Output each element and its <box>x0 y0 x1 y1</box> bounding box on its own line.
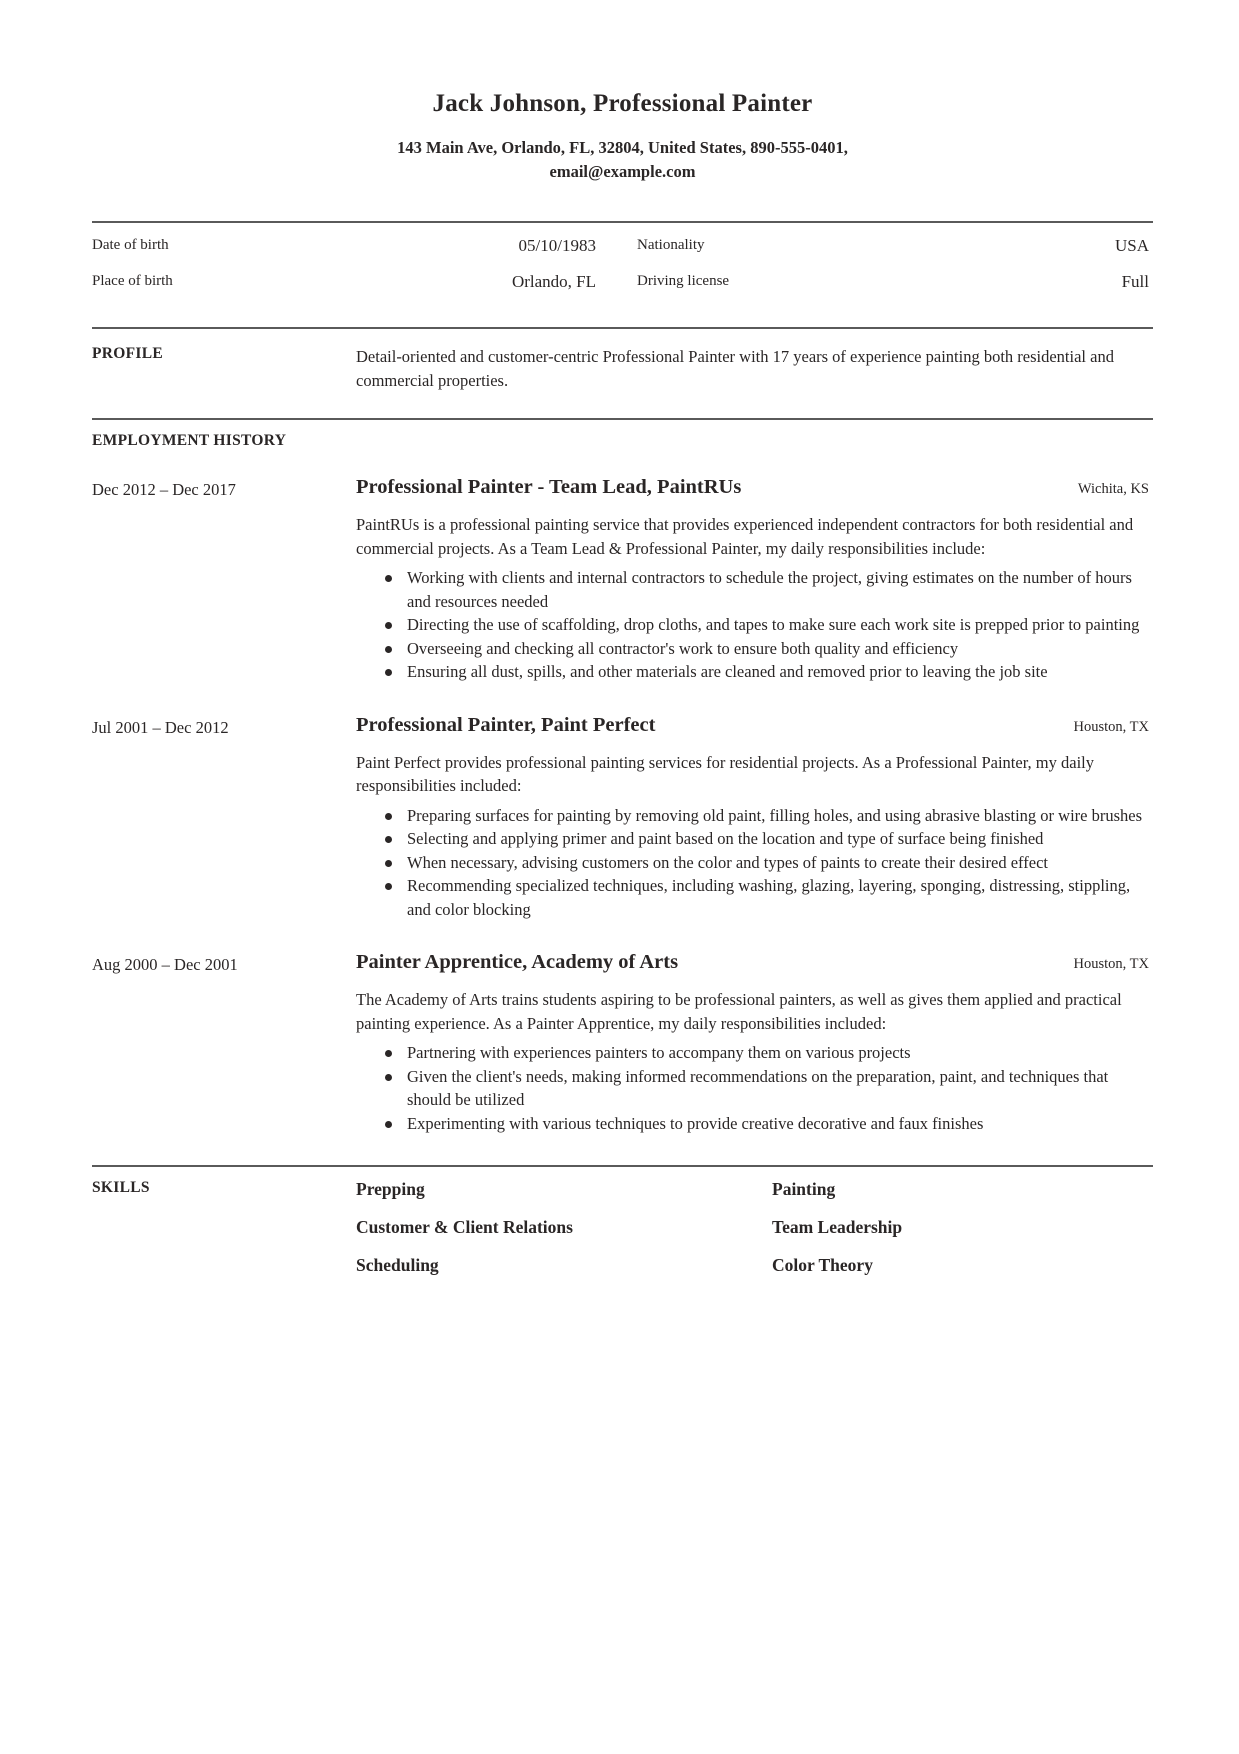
skill-item: Prepping <box>356 1179 425 1199</box>
job-dates: Aug 2000 – Dec 2001 <box>92 955 238 974</box>
job-title: Professional Painter - Team Lead, PaintRUs <box>356 476 742 498</box>
job-responsibilities <box>356 804 1153 922</box>
nationality-value: USA <box>1114 236 1149 255</box>
responsibility-item: Recommending specialized techniques, including washing, glazing, layering, sponging, distressing, stippling, and color blocking <box>407 874 1153 921</box>
responsibility-item: Working with clients and internal contractors to schedule the project, giving estimates on the number of hours and resources needed <box>407 566 1153 613</box>
skill-item: Color Theory <box>772 1255 873 1275</box>
job-entry <box>92 951 1153 1135</box>
employment-section <box>92 432 1153 1135</box>
job-description: The Academy of Arts trains students aspiring to be professional painters, as well as gives them applied and practical painting experience. As a Painter Apprentice, my daily responsibilities included: <box>356 990 1122 1033</box>
date-of-birth-value: 05/10/1983 <box>518 236 596 255</box>
employment-heading: EMPLOYMENT HISTORY <box>92 432 287 449</box>
candidate-name: Jack Johnson, Professional Painter <box>432 90 813 117</box>
profile-section <box>92 345 1153 418</box>
profile-text: Detail-oriented and customer-centric Professional Painter with 17 years of experience painting both residential and commercial properties. <box>356 347 1114 390</box>
responsibility-item: Overseeing and checking all contractor's work to ensure both quality and efficiency <box>407 637 1153 661</box>
divider <box>92 1165 1153 1167</box>
job-entry <box>92 476 1153 684</box>
nationality-label: Nationality <box>637 237 705 253</box>
job-dates: Jul 2001 – Dec 2012 <box>92 717 229 737</box>
skills-heading: SKILLS <box>92 1179 150 1196</box>
place-of-birth-label: Place of birth <box>92 273 173 289</box>
job-responsibilities <box>356 566 1153 684</box>
job-location: Houston, TX <box>1073 956 1149 972</box>
place-of-birth-value: Orlando, FL <box>511 272 596 291</box>
driving-license-label: Driving license <box>637 273 730 289</box>
personal-info-table <box>92 223 1153 327</box>
job-entry <box>92 714 1153 922</box>
skills-grid <box>356 1179 902 1276</box>
job-dates: Dec 2012 – Dec 2017 <box>92 480 236 499</box>
responsibility-item: Ensuring all dust, spills, and other materials are cleaned and removed prior to leaving the job site <box>407 660 1153 684</box>
skill-item: Scheduling <box>356 1255 439 1275</box>
job-location: Wichita, KS <box>1077 481 1149 497</box>
responsibility-item: Given the client's needs, making informed recommendations on the preparation, paint, and techniques that should be utilized <box>407 1065 1153 1112</box>
responsibility-item: When necessary, advising customers on the color and types of paints to create their desired effect <box>407 851 1153 875</box>
job-title: Professional Painter, Paint Perfect <box>356 713 656 736</box>
job-responsibilities <box>356 1041 1153 1135</box>
job-description: PaintRUs is a professional painting service that provides experienced independent contractors for both residential and commercial projects. As a Team Lead & Professional Painter, my daily responsibilities include: <box>356 515 1134 558</box>
date-of-birth-label: Date of birth <box>92 237 169 253</box>
contact-email: email@example.com <box>549 162 696 181</box>
resume-header <box>92 0 1153 184</box>
job-title: Painter Apprentice, Academy of Arts <box>356 951 679 973</box>
profile-heading: PROFILE <box>92 345 163 362</box>
responsibility-item: Partnering with experiences painters to accompany them on various projects <box>407 1041 1153 1065</box>
contact-address-phone: 143 Main Ave, Orlando, FL, 32804, United States, 890-555-0401, <box>397 138 848 157</box>
divider <box>92 327 1153 329</box>
skill-item: Team Leadership <box>772 1217 903 1237</box>
contact-info <box>92 136 1153 184</box>
skills-section <box>92 1179 1153 1276</box>
divider <box>92 418 1153 420</box>
responsibility-item: Selecting and applying primer and paint based on the location and type of surface being finished <box>407 827 1153 851</box>
responsibility-item: Directing the use of scaffolding, drop cloths, and tapes to make sure each work site is prepped prior to painting <box>407 613 1153 637</box>
job-location: Houston, TX <box>1073 718 1149 735</box>
skill-item: Painting <box>772 1179 836 1199</box>
skill-item: Customer & Client Relations <box>356 1217 573 1237</box>
resume-page <box>92 0 1153 1276</box>
responsibility-item: Experimenting with various techniques to provide creative decorative and faux finishes <box>407 1112 1153 1136</box>
driving-license-value: Full <box>1121 272 1149 291</box>
responsibility-item: Preparing surfaces for painting by removing old paint, filling holes, and using abrasive blasting or wire brushes <box>407 804 1153 828</box>
job-description: Paint Perfect provides professional painting services for residential projects. As a Professional Painter, my daily responsibilities included: <box>356 752 1094 795</box>
